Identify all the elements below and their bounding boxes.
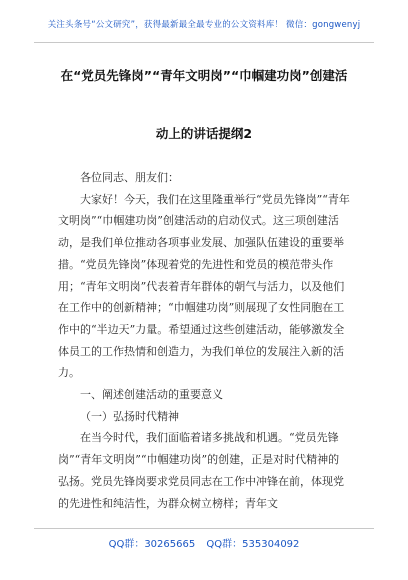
document-title-line1: 在“党员先锋岗”“青年文明岗”“巾帼建功岗”创建活 xyxy=(60,68,348,83)
footer-qq-group-1: QQ群：30265665 xyxy=(108,539,196,550)
document-body xyxy=(58,167,350,514)
subsection-heading: （一）弘扬时代精神 xyxy=(80,409,179,423)
footer xyxy=(0,535,408,550)
salutation: 各位同志、朋友们： xyxy=(80,171,179,184)
footer-qq-group-2: QQ群：535304092 xyxy=(206,539,300,550)
section-heading: 一、阐述创建活动的重要意义 xyxy=(80,388,223,402)
section-paragraph: 在当今时代，我们面临着诸多挑战和机遇。“党员先锋岗”“青年文明岗”“巾帼建功岗”的创建，正是对时代精神的弘扬。党员先锋岗要求党员同志在工作中冲锋在前，体现党的先进性和纯洁性，为群众树立榜样；青年文 xyxy=(58,431,344,510)
header-note: 关注头条号“公文研究”，获得最新最全最专业的公文资料库！ 微信：gongwenyj xyxy=(47,20,361,30)
footer-divider xyxy=(34,528,374,529)
header-divider xyxy=(34,42,374,43)
intro-paragraph: 大家好！今天，我们在这里隆重举行“党员先锋岗”“青年文明岗”“巾帼建功岗”创建活动的启动仪式。这三项创建活动，是我们单位推动各项事业发展、加强队伍建设的重要举措。“党员先锋岗”体现着党的先进性和党员的模范带头作用；“青年文明岗”代表着青年群体的朝气与活力，以及他们在工作中的创新精神；“巾帼建功岗”则展现了女性同胞在工作中的“半边天”力量。希望通过这些创建活动，能够激发全体员工的工作热情和创造力，为我们单位的发展注入新的活力。 xyxy=(58,192,350,380)
document-title-line2: 动上的讲话提纲2 xyxy=(155,126,253,141)
